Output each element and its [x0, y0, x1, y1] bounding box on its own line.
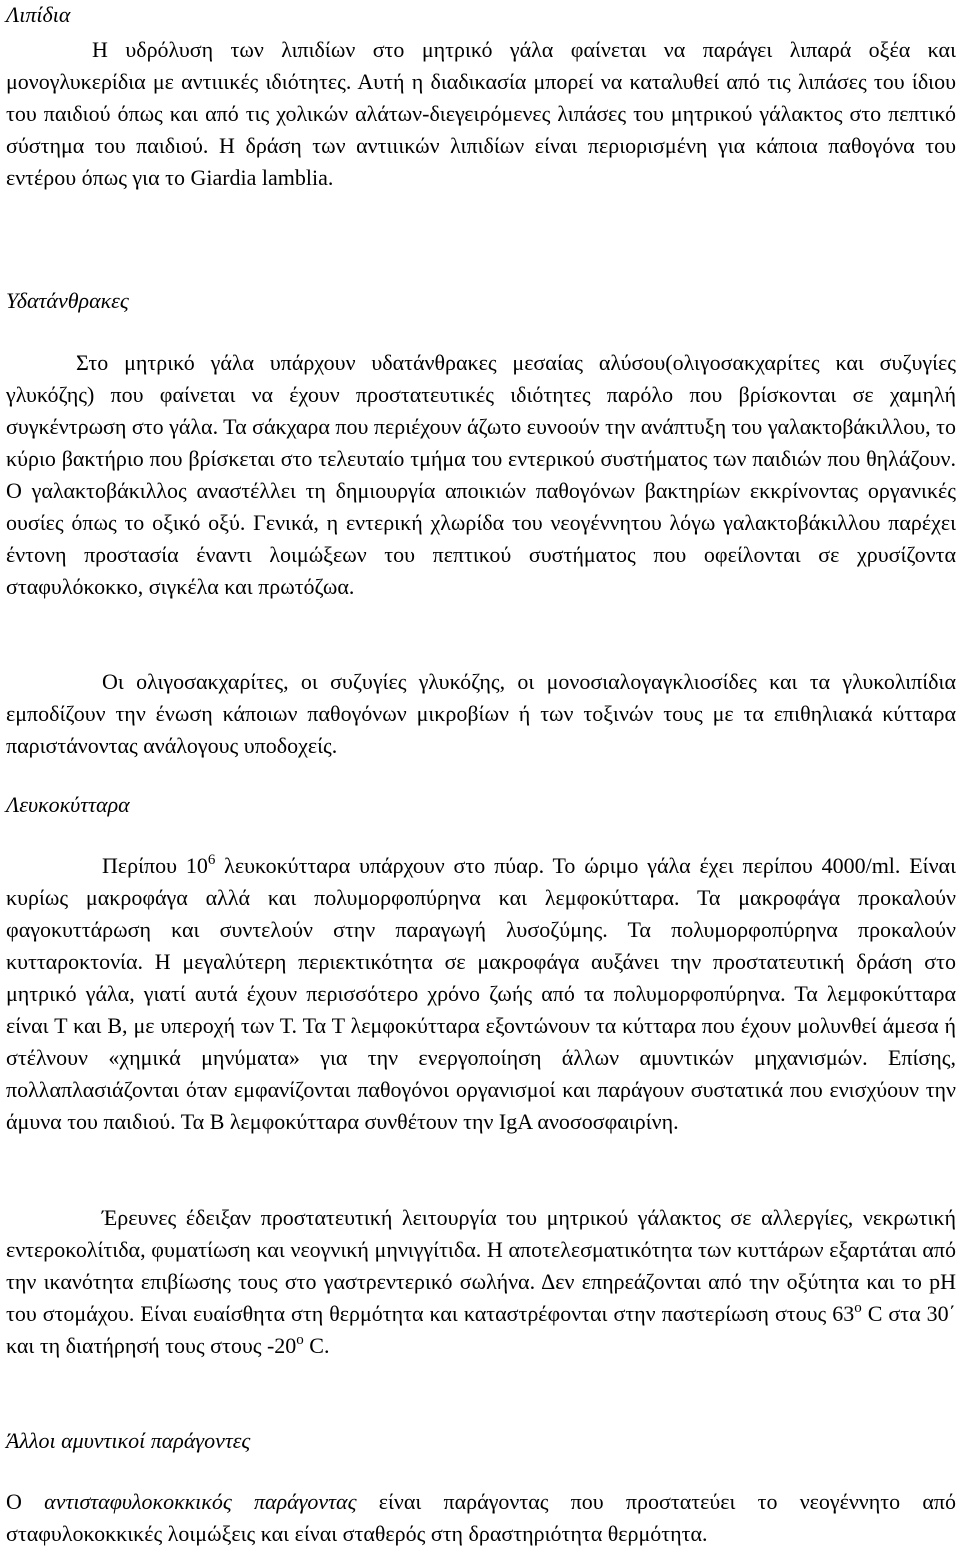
degree-symbol-1: ο: [854, 1300, 862, 1316]
antistaphylococcal-factor-term: αντισταφυλοκοκκικός παράγοντας: [44, 1489, 357, 1514]
other-factors-text-rest: είναι παράγοντας που προστατεύει το νεογέννητο από σταφυλοκοκκικές λοιμώξεις και είναι σταθερός στη δραστηριότητα θερμότητα.: [6, 1489, 956, 1546]
leukocytes-text-start: Περίπου 10: [102, 853, 208, 878]
leukocytes-text-rest: λευκοκύτταρα υπάρχουν στο πύαρ. Το ώριμο γάλα έχει περίπου 4000/ml. Είναι κυρίως μακροφάγα αλλά και πολυμορφοπύρηνα και λεμφοκύτταρα. Τα μακροφάγα προκαλούν φαγοκυττάρωση και συντελούν στην παραγωγή λυσοζύμης. Τα πολυμορφοπύρηνα προκαλούν κυτταροκτονία. Η μεγαλύτερη περιεκτικότητα σε μακροφάγα αυξάνει την προστατευτική δράση στο μητρικό γάλα, γιατί αυτά έχουν περισσότερο χρόνο ζωής από τα πολυμορφοπύρηνα. Τα λεμφοκύτταρα είναι Τ και Β, με υπεροχή των Τ. Τα Τ λεμφοκύτταρα εξοντώνουν τα κύτταρα που έχουν μολυνθεί άμεσα ή στέλνουν «χημικά μηνύματα» για την ενεργοποίηση άλλων αμυντικών μηχανισμών. Επίσης, πολλαπλασιάζονται όταν εμφανίζονται παθογόνοι οργανισμοί και παράγουν συστατικά που ενισχύουν την άμυνα του παιδιού. Τα Β λεμφοκύτταρα συνθέτουν την IgA ανοσοσφαιρίνη.: [6, 853, 956, 1134]
heading-lipids: Λιπίδια: [6, 2, 71, 27]
leukocytes-2-text-start: Έρευνες έδειξαν προστατευτική λειτουργία του μητρικού γάλακτος σε αλλεργίες, νεκρωτική εντεροκολίτιδα, φυματίωση και νεογνική μηνιγγίτιδα. Η αποτελεσματικότητα των κυττάρων εξαρτάται από την ικανότητα επιβίωσης τους στο γαστρεντερικό σωλήνα. Δεν επηρεάζονται από την οξύτητα και το pH του στομάχου. Είναι ευαίσθητα στη θερμότητα και καταστρέφονται στην παστερίωση στους 63: [6, 1205, 956, 1326]
paragraph-carbohydrates-2: Οι ολιγοσακχαρίτες, οι συζυγίες γλυκόζης, οι μονοσιαλογαγκλιοσίδες και τα γλυκολιπίδια εμποδίζουν την ένωση κάποιων παθογόνων μικροβίων ή των τοξινών τους με τα επιθηλιακά κύτταρα παριστάνοντας ανάλογους υποδοχείς.: [6, 669, 956, 758]
paragraph-lipids: Η υδρόλυση των λιπιδίων στο μητρικό γάλα φαίνεται να παράγει λιπαρά οξέα και μονογλυκερίδια με αντιιικές ιδιότητες. Αυτή η διαδικασία μπορεί να καταλυθεί από τις λιπάσες του ίδιου του παιδιού όπως και από τις χολικών αλάτων-διεγειρόμενες λιπάσες του μητρικού γάλακτος στο πεπτικό σύστημα του παιδιού. Η δράση των αντιιικών λιπιδίων είναι περιορισμένη για κάποια παθογόνα του εντέρου όπως για το Giardia lamblia.: [6, 37, 956, 190]
other-factors-text-start: Ο: [6, 1489, 45, 1514]
degree-symbol-2: ο: [296, 1332, 304, 1348]
paragraph-leukocytes-2: [6, 1202, 956, 1362]
leukocytes-2-text-end: C.: [303, 1333, 330, 1358]
leukocytes-exponent: 6: [207, 852, 216, 868]
paragraph-carbohydrates-1: Στο μητρικό γάλα υπάρχουν υδατάνθρακες μεσαίας αλύσου(ολιγοσακχαρίτες και συζυγίες γλυκόζης) που φαίνεται να έχουν προστατευτικές ιδιότητες παρόλο που βρίσκονται σε χαμηλή συγκέντρωση στο γάλα. Τα σάκχαρα που περιέχουν άζωτο ευνοούν την ανάπτυξη του γαλακτοβάκιλλου, το κύριο βακτήριο που βρίσκεται στο τελευταίο τμήμα του εντερικού συστήματος των παιδιών που θηλάζουν. Ο γαλακτοβάκιλλος αναστέλλει τη δημιουργία αποικιών παθογόνων βακτηρίων εκκρίνοντας οργανικές ουσίες όπως το οξικό οξύ. Γενικά, η εντερική χλωρίδα του νεογέννητου λόγω γαλακτοβάκιλλου παρέχει έντονη προστασία έναντι λοιμώξεων του πεπτικού συστήματος που οφείλονται σε χρυσίζοντα σταφυλόκοκκο, σιγκέλα και πρωτόζωα.: [6, 350, 956, 599]
paragraph-other-factors: [6, 1486, 956, 1550]
paragraph-leukocytes-1: [6, 850, 956, 1138]
heading-other-factors: Άλλοι αμυντικοί παράγοντες: [6, 1428, 251, 1453]
leukocytes-2-text-mid: C στα 30΄ και τη διατήρησή τους στους -20: [6, 1301, 956, 1358]
heading-leukocytes: Λευκοκύτταρα: [6, 792, 130, 817]
heading-carbohydrates: Υδατάνθρακες: [6, 288, 129, 313]
